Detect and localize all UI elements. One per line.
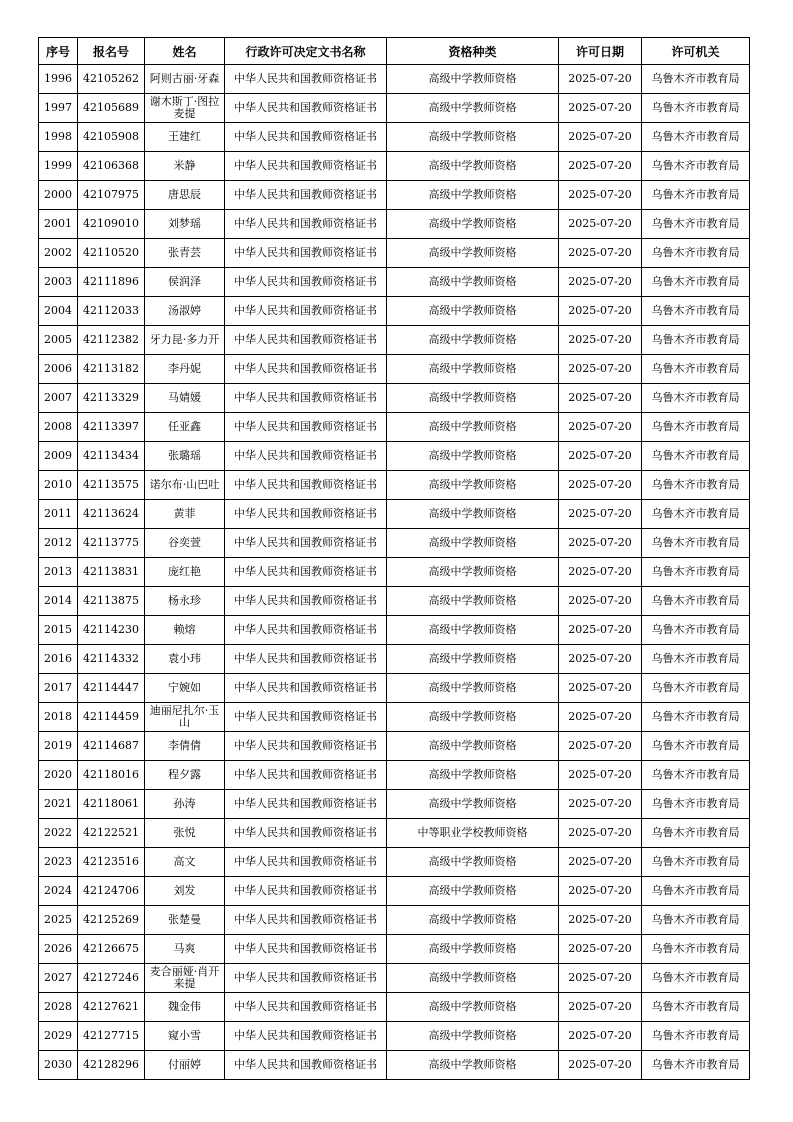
cell-index: 2014: [39, 587, 78, 616]
cell-license-date: 2025-07-20: [559, 964, 642, 993]
cell-document-name: 中华人民共和国教师资格证书: [225, 384, 387, 413]
cell-license-date: 2025-07-20: [559, 819, 642, 848]
cell-name: 诺尔布·山巴吐: [145, 471, 225, 500]
cell-licensing-authority: 乌鲁木齐市教育局: [642, 326, 750, 355]
cell-license-date: 2025-07-20: [559, 529, 642, 558]
cell-index: 1997: [39, 94, 78, 123]
cell-document-name: 中华人民共和国教师资格证书: [225, 1022, 387, 1051]
cell-name: 马爽: [145, 935, 225, 964]
table-row: [39, 761, 750, 790]
cell-name: 谷奕萱: [145, 529, 225, 558]
cell-document-name: 中华人民共和国教师资格证书: [225, 326, 387, 355]
cell-index: 2008: [39, 413, 78, 442]
cell-name: 刘发: [145, 877, 225, 906]
cell-document-name: 中华人民共和国教师资格证书: [225, 239, 387, 268]
cell-license-date: 2025-07-20: [559, 268, 642, 297]
cell-index: 2029: [39, 1022, 78, 1051]
cell-document-name: 中华人民共和国教师资格证书: [225, 877, 387, 906]
cell-license-date: 2025-07-20: [559, 993, 642, 1022]
cell-registration-number: 42114459: [78, 703, 145, 732]
cell-index: 2028: [39, 993, 78, 1022]
cell-registration-number: 42118016: [78, 761, 145, 790]
cell-index: 2006: [39, 355, 78, 384]
cell-document-name: 中华人民共和国教师资格证书: [225, 413, 387, 442]
header-licensing-authority: 许可机关: [642, 38, 750, 65]
cell-registration-number: 42122521: [78, 819, 145, 848]
cell-licensing-authority: 乌鲁木齐市教育局: [642, 616, 750, 645]
cell-index: 2003: [39, 268, 78, 297]
cell-name: 张璐瑶: [145, 442, 225, 471]
cell-registration-number: 42106368: [78, 152, 145, 181]
cell-document-name: 中华人民共和国教师资格证书: [225, 94, 387, 123]
cell-name: 张楚曼: [145, 906, 225, 935]
cell-qualification-type: 高级中学教师资格: [387, 616, 559, 645]
cell-licensing-authority: 乌鲁木齐市教育局: [642, 94, 750, 123]
cell-name: 牙力昆·多力开: [145, 326, 225, 355]
cell-registration-number: 42114447: [78, 674, 145, 703]
cell-name: 阿则古丽·牙森: [145, 65, 225, 94]
cell-qualification-type: 高级中学教师资格: [387, 123, 559, 152]
cell-document-name: 中华人民共和国教师资格证书: [225, 616, 387, 645]
header-qualification-type: 资格种类: [387, 38, 559, 65]
table-row: [39, 1022, 750, 1051]
cell-document-name: 中华人民共和国教师资格证书: [225, 935, 387, 964]
cell-licensing-authority: 乌鲁木齐市教育局: [642, 500, 750, 529]
cell-license-date: 2025-07-20: [559, 326, 642, 355]
cell-document-name: 中华人民共和国教师资格证书: [225, 268, 387, 297]
cell-qualification-type: 高级中学教师资格: [387, 384, 559, 413]
cell-licensing-authority: 乌鲁木齐市教育局: [642, 471, 750, 500]
cell-index: 2027: [39, 964, 78, 993]
cell-document-name: 中华人民共和国教师资格证书: [225, 703, 387, 732]
cell-registration-number: 42118061: [78, 790, 145, 819]
cell-index: 2002: [39, 239, 78, 268]
table-row: [39, 442, 750, 471]
cell-license-date: 2025-07-20: [559, 152, 642, 181]
table-header-row: [39, 38, 750, 65]
table-row: [39, 123, 750, 152]
cell-index: 2007: [39, 384, 78, 413]
table-row: [39, 587, 750, 616]
cell-qualification-type: 高级中学教师资格: [387, 558, 559, 587]
cell-name: 麦合丽娅·肖开来提: [145, 964, 225, 993]
cell-licensing-authority: 乌鲁木齐市教育局: [642, 239, 750, 268]
cell-license-date: 2025-07-20: [559, 1051, 642, 1080]
cell-licensing-authority: 乌鲁木齐市教育局: [642, 152, 750, 181]
cell-licensing-authority: 乌鲁木齐市教育局: [642, 645, 750, 674]
cell-license-date: 2025-07-20: [559, 123, 642, 152]
cell-qualification-type: 高级中学教师资格: [387, 906, 559, 935]
cell-license-date: 2025-07-20: [559, 1022, 642, 1051]
header-registration-number: 报名号: [78, 38, 145, 65]
table-row: [39, 790, 750, 819]
table-row: [39, 152, 750, 181]
table-row: [39, 384, 750, 413]
cell-licensing-authority: 乌鲁木齐市教育局: [642, 210, 750, 239]
cell-license-date: 2025-07-20: [559, 645, 642, 674]
cell-index: 2005: [39, 326, 78, 355]
table-row: [39, 645, 750, 674]
cell-registration-number: 42127621: [78, 993, 145, 1022]
cell-license-date: 2025-07-20: [559, 442, 642, 471]
table-row: [39, 500, 750, 529]
table-row: [39, 616, 750, 645]
cell-index: 2000: [39, 181, 78, 210]
cell-license-date: 2025-07-20: [559, 703, 642, 732]
cell-index: 2023: [39, 848, 78, 877]
cell-qualification-type: 高级中学教师资格: [387, 152, 559, 181]
cell-licensing-authority: 乌鲁木齐市教育局: [642, 674, 750, 703]
cell-qualification-type: 高级中学教师资格: [387, 181, 559, 210]
cell-license-date: 2025-07-20: [559, 848, 642, 877]
cell-qualification-type: 高级中学教师资格: [387, 674, 559, 703]
cell-qualification-type: 高级中学教师资格: [387, 790, 559, 819]
cell-qualification-type: 高级中学教师资格: [387, 935, 559, 964]
cell-document-name: 中华人民共和国教师资格证书: [225, 471, 387, 500]
cell-license-date: 2025-07-20: [559, 790, 642, 819]
table-row: [39, 181, 750, 210]
cell-registration-number: 42127715: [78, 1022, 145, 1051]
cell-index: 2004: [39, 297, 78, 326]
cell-licensing-authority: 乌鲁木齐市教育局: [642, 558, 750, 587]
cell-document-name: 中华人民共和国教师资格证书: [225, 732, 387, 761]
cell-registration-number: 42107975: [78, 181, 145, 210]
table-row: [39, 239, 750, 268]
cell-name: 王建红: [145, 123, 225, 152]
cell-name: 谢木斯丁·图拉麦提: [145, 94, 225, 123]
cell-licensing-authority: 乌鲁木齐市教育局: [642, 297, 750, 326]
cell-license-date: 2025-07-20: [559, 384, 642, 413]
cell-index: 2013: [39, 558, 78, 587]
cell-qualification-type: 高级中学教师资格: [387, 993, 559, 1022]
license-table: [38, 37, 750, 1080]
cell-licensing-authority: 乌鲁木齐市教育局: [642, 65, 750, 94]
cell-registration-number: 42113434: [78, 442, 145, 471]
cell-registration-number: 42113329: [78, 384, 145, 413]
cell-document-name: 中华人民共和国教师资格证书: [225, 65, 387, 94]
cell-index: 2024: [39, 877, 78, 906]
cell-name: 李丹妮: [145, 355, 225, 384]
cell-registration-number: 42128296: [78, 1051, 145, 1080]
cell-document-name: 中华人民共和国教师资格证书: [225, 152, 387, 181]
cell-document-name: 中华人民共和国教师资格证书: [225, 906, 387, 935]
cell-licensing-authority: 乌鲁木齐市教育局: [642, 790, 750, 819]
cell-licensing-authority: 乌鲁木齐市教育局: [642, 384, 750, 413]
cell-name: 侯润泽: [145, 268, 225, 297]
cell-qualification-type: 高级中学教师资格: [387, 848, 559, 877]
cell-qualification-type: 高级中学教师资格: [387, 268, 559, 297]
cell-document-name: 中华人民共和国教师资格证书: [225, 529, 387, 558]
cell-index: 2022: [39, 819, 78, 848]
cell-license-date: 2025-07-20: [559, 297, 642, 326]
cell-licensing-authority: 乌鲁木齐市教育局: [642, 123, 750, 152]
table-row: [39, 906, 750, 935]
cell-qualification-type: 高级中学教师资格: [387, 761, 559, 790]
cell-index: 2026: [39, 935, 78, 964]
cell-name: 赖熔: [145, 616, 225, 645]
cell-registration-number: 42113182: [78, 355, 145, 384]
cell-license-date: 2025-07-20: [559, 906, 642, 935]
cell-name: 孙涛: [145, 790, 225, 819]
cell-index: 2010: [39, 471, 78, 500]
cell-qualification-type: 高级中学教师资格: [387, 1051, 559, 1080]
table-row: [39, 558, 750, 587]
cell-license-date: 2025-07-20: [559, 65, 642, 94]
cell-registration-number: 42112033: [78, 297, 145, 326]
cell-license-date: 2025-07-20: [559, 181, 642, 210]
cell-document-name: 中华人民共和国教师资格证书: [225, 123, 387, 152]
cell-document-name: 中华人民共和国教师资格证书: [225, 355, 387, 384]
cell-registration-number: 42113624: [78, 500, 145, 529]
header-name: 姓名: [145, 38, 225, 65]
cell-document-name: 中华人民共和国教师资格证书: [225, 181, 387, 210]
cell-licensing-authority: 乌鲁木齐市教育局: [642, 1051, 750, 1080]
cell-registration-number: 42126675: [78, 935, 145, 964]
cell-name: 杨永珍: [145, 587, 225, 616]
cell-licensing-authority: 乌鲁木齐市教育局: [642, 935, 750, 964]
table-row: [39, 732, 750, 761]
table-row: [39, 964, 750, 993]
cell-registration-number: 42113831: [78, 558, 145, 587]
cell-registration-number: 42113575: [78, 471, 145, 500]
cell-licensing-authority: 乌鲁木齐市教育局: [642, 355, 750, 384]
cell-licensing-authority: 乌鲁木齐市教育局: [642, 529, 750, 558]
cell-registration-number: 42109010: [78, 210, 145, 239]
cell-license-date: 2025-07-20: [559, 500, 642, 529]
cell-licensing-authority: 乌鲁木齐市教育局: [642, 587, 750, 616]
cell-license-date: 2025-07-20: [559, 558, 642, 587]
cell-name: 高文: [145, 848, 225, 877]
cell-qualification-type: 高级中学教师资格: [387, 1022, 559, 1051]
cell-name: 黄菲: [145, 500, 225, 529]
cell-registration-number: 42124706: [78, 877, 145, 906]
table-row: [39, 819, 750, 848]
table-row: [39, 529, 750, 558]
cell-index: 1998: [39, 123, 78, 152]
cell-qualification-type: 高级中学教师资格: [387, 703, 559, 732]
cell-qualification-type: 高级中学教师资格: [387, 529, 559, 558]
cell-licensing-authority: 乌鲁木齐市教育局: [642, 703, 750, 732]
cell-registration-number: 42127246: [78, 964, 145, 993]
cell-index: 2009: [39, 442, 78, 471]
cell-registration-number: 42114230: [78, 616, 145, 645]
cell-licensing-authority: 乌鲁木齐市教育局: [642, 1022, 750, 1051]
cell-qualification-type: 高级中学教师资格: [387, 587, 559, 616]
cell-name: 窥小雪: [145, 1022, 225, 1051]
table-row: [39, 326, 750, 355]
table-row: [39, 877, 750, 906]
cell-qualification-type: 高级中学教师资格: [387, 471, 559, 500]
cell-index: 2012: [39, 529, 78, 558]
cell-document-name: 中华人民共和国教师资格证书: [225, 848, 387, 877]
cell-qualification-type: 高级中学教师资格: [387, 239, 559, 268]
header-index: 序号: [39, 38, 78, 65]
cell-document-name: 中华人民共和国教师资格证书: [225, 964, 387, 993]
cell-licensing-authority: 乌鲁木齐市教育局: [642, 877, 750, 906]
cell-license-date: 2025-07-20: [559, 210, 642, 239]
cell-licensing-authority: 乌鲁木齐市教育局: [642, 848, 750, 877]
cell-index: 2017: [39, 674, 78, 703]
cell-index: 2016: [39, 645, 78, 674]
cell-document-name: 中华人民共和国教师资格证书: [225, 674, 387, 703]
cell-name: 米静: [145, 152, 225, 181]
cell-document-name: 中华人民共和国教师资格证书: [225, 587, 387, 616]
cell-index: 2018: [39, 703, 78, 732]
cell-license-date: 2025-07-20: [559, 355, 642, 384]
cell-registration-number: 42111896: [78, 268, 145, 297]
cell-license-date: 2025-07-20: [559, 935, 642, 964]
cell-licensing-authority: 乌鲁木齐市教育局: [642, 268, 750, 297]
table-row: [39, 355, 750, 384]
cell-registration-number: 42114332: [78, 645, 145, 674]
cell-index: 1996: [39, 65, 78, 94]
cell-document-name: 中华人民共和国教师资格证书: [225, 790, 387, 819]
cell-index: 1999: [39, 152, 78, 181]
table-row: [39, 94, 750, 123]
cell-registration-number: 42113875: [78, 587, 145, 616]
cell-name: 袁小玮: [145, 645, 225, 674]
cell-qualification-type: 高级中学教师资格: [387, 732, 559, 761]
table-row: [39, 848, 750, 877]
cell-name: 魏金伟: [145, 993, 225, 1022]
cell-document-name: 中华人民共和国教师资格证书: [225, 645, 387, 674]
cell-document-name: 中华人民共和国教师资格证书: [225, 500, 387, 529]
cell-qualification-type: 高级中学教师资格: [387, 442, 559, 471]
cell-index: 2015: [39, 616, 78, 645]
table-row: [39, 413, 750, 442]
cell-index: 2019: [39, 732, 78, 761]
cell-qualification-type: 高级中学教师资格: [387, 413, 559, 442]
cell-licensing-authority: 乌鲁木齐市教育局: [642, 413, 750, 442]
cell-document-name: 中华人民共和国教师资格证书: [225, 297, 387, 326]
cell-licensing-authority: 乌鲁木齐市教育局: [642, 732, 750, 761]
cell-licensing-authority: 乌鲁木齐市教育局: [642, 906, 750, 935]
cell-license-date: 2025-07-20: [559, 732, 642, 761]
table-row: [39, 674, 750, 703]
cell-licensing-authority: 乌鲁木齐市教育局: [642, 993, 750, 1022]
cell-index: 2001: [39, 210, 78, 239]
cell-document-name: 中华人民共和国教师资格证书: [225, 442, 387, 471]
cell-license-date: 2025-07-20: [559, 587, 642, 616]
table-row: [39, 268, 750, 297]
cell-license-date: 2025-07-20: [559, 239, 642, 268]
cell-name: 程夕露: [145, 761, 225, 790]
cell-name: 李倩倩: [145, 732, 225, 761]
header-document-name: 行政许可决定文书名称: [225, 38, 387, 65]
cell-name: 宁婉如: [145, 674, 225, 703]
cell-license-date: 2025-07-20: [559, 761, 642, 790]
cell-registration-number: 42105689: [78, 94, 145, 123]
table-row: [39, 993, 750, 1022]
cell-name: 马婧媛: [145, 384, 225, 413]
cell-registration-number: 42123516: [78, 848, 145, 877]
cell-licensing-authority: 乌鲁木齐市教育局: [642, 181, 750, 210]
cell-index: 2021: [39, 790, 78, 819]
cell-registration-number: 42113397: [78, 413, 145, 442]
cell-name: 唐思辰: [145, 181, 225, 210]
cell-registration-number: 42105262: [78, 65, 145, 94]
cell-qualification-type: 高级中学教师资格: [387, 645, 559, 674]
cell-name: 张青芸: [145, 239, 225, 268]
cell-index: 2011: [39, 500, 78, 529]
cell-name: 张悦: [145, 819, 225, 848]
cell-name: 刘梦瑶: [145, 210, 225, 239]
table-row: [39, 297, 750, 326]
cell-index: 2025: [39, 906, 78, 935]
table-row: [39, 471, 750, 500]
cell-registration-number: 42125269: [78, 906, 145, 935]
cell-qualification-type: 高级中学教师资格: [387, 94, 559, 123]
cell-qualification-type: 高级中学教师资格: [387, 355, 559, 384]
cell-document-name: 中华人民共和国教师资格证书: [225, 210, 387, 239]
cell-index: 2020: [39, 761, 78, 790]
cell-qualification-type: 高级中学教师资格: [387, 210, 559, 239]
table-row: [39, 1051, 750, 1080]
cell-document-name: 中华人民共和国教师资格证书: [225, 761, 387, 790]
cell-qualification-type: 高级中学教师资格: [387, 65, 559, 94]
table-body: [39, 65, 750, 1080]
cell-name: 迪丽尼扎尔·玉山: [145, 703, 225, 732]
table-row: [39, 935, 750, 964]
cell-registration-number: 42105908: [78, 123, 145, 152]
cell-document-name: 中华人民共和国教师资格证书: [225, 819, 387, 848]
cell-license-date: 2025-07-20: [559, 471, 642, 500]
cell-qualification-type: 高级中学教师资格: [387, 297, 559, 326]
cell-registration-number: 42110520: [78, 239, 145, 268]
cell-document-name: 中华人民共和国教师资格证书: [225, 1051, 387, 1080]
cell-registration-number: 42113775: [78, 529, 145, 558]
cell-license-date: 2025-07-20: [559, 877, 642, 906]
cell-license-date: 2025-07-20: [559, 94, 642, 123]
cell-qualification-type: 中等职业学校教师资格: [387, 819, 559, 848]
cell-qualification-type: 高级中学教师资格: [387, 326, 559, 355]
cell-name: 汤淑婷: [145, 297, 225, 326]
cell-licensing-authority: 乌鲁木齐市教育局: [642, 442, 750, 471]
cell-name: 付丽婷: [145, 1051, 225, 1080]
cell-licensing-authority: 乌鲁木齐市教育局: [642, 761, 750, 790]
cell-document-name: 中华人民共和国教师资格证书: [225, 993, 387, 1022]
cell-licensing-authority: 乌鲁木齐市教育局: [642, 819, 750, 848]
cell-license-date: 2025-07-20: [559, 674, 642, 703]
cell-name: 任亚鑫: [145, 413, 225, 442]
cell-index: 2030: [39, 1051, 78, 1080]
cell-registration-number: 42114687: [78, 732, 145, 761]
header-license-date: 许可日期: [559, 38, 642, 65]
cell-document-name: 中华人民共和国教师资格证书: [225, 558, 387, 587]
cell-license-date: 2025-07-20: [559, 616, 642, 645]
cell-name: 庞红艳: [145, 558, 225, 587]
table-row: [39, 703, 750, 732]
cell-qualification-type: 高级中学教师资格: [387, 877, 559, 906]
cell-registration-number: 42112382: [78, 326, 145, 355]
cell-qualification-type: 高级中学教师资格: [387, 964, 559, 993]
cell-license-date: 2025-07-20: [559, 413, 642, 442]
table-row: [39, 65, 750, 94]
cell-qualification-type: 高级中学教师资格: [387, 500, 559, 529]
cell-licensing-authority: 乌鲁木齐市教育局: [642, 964, 750, 993]
table-row: [39, 210, 750, 239]
